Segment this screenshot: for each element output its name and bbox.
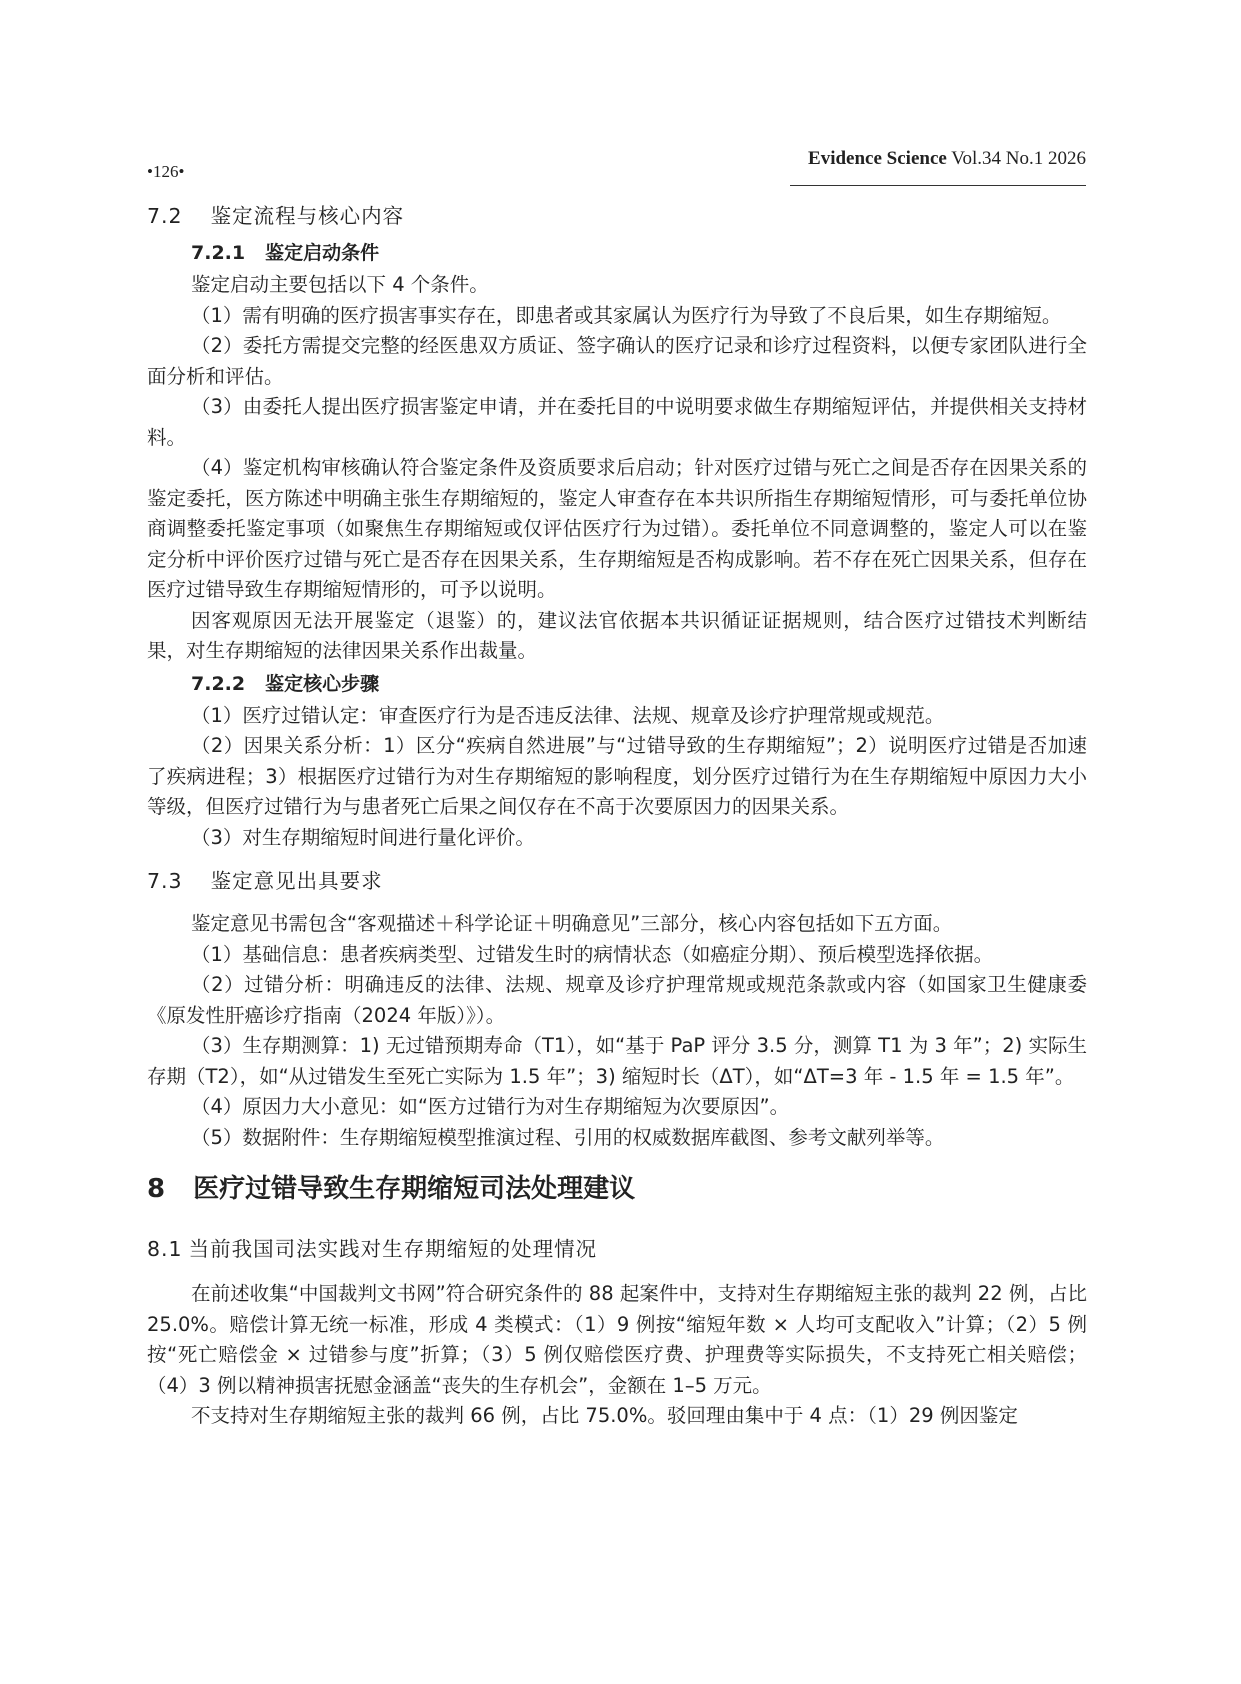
paragraph: （1）医疗过错认定：审查医疗行为是否违反法律、法规、规章及诊疗护理常规或规范。 — [191, 703, 945, 727]
paragraph: （2）过错分析：明确违反的法律、法规、规章及诊疗护理常规或规范条款或内容（如国家卫生健康委《原发性肝癌诊疗指南（2024 年版）》）。 — [147, 973, 1087, 1027]
paragraph: （3）对生存期缩短时间进行量化评价。 — [191, 825, 535, 849]
journal-issue: Vol.34 No.1 2026 — [946, 148, 1086, 169]
running-header — [790, 148, 1086, 186]
subsection-heading-7-2-2: 7.2.2 鉴定核心步骤 — [191, 672, 380, 695]
section-heading-8-1: 8.1 当前我国司法实践对生存期缩短的处理情况 — [147, 1237, 598, 1261]
page-number: •126• — [147, 162, 185, 181]
article-body — [147, 196, 1087, 1432]
paragraph: （4）原因力大小意见：如“医方过错行为对生存期缩短为次要原因”。 — [191, 1095, 790, 1118]
paragraph: （4）鉴定机构审核确认符合鉴定条件及资质要求后启动；针对医疗过错与死亡之间是否存在因果关系的鉴定委托，医方陈述中明确主张生存期缩短的，鉴定人审查存在本共识所指生存期缩短情形，可与委托单位协商调整委托鉴定事项（如聚焦生存期缩短或仅评估医疗行为过错）。委托单位不同意调整的，鉴定人可以在鉴定分析中评价医疗过错与死亡是否存在因果关系，生存期缩短是否构成影响。若不存在死亡因果关系，但存在医疗过错导致生存期缩短情形的，可予以说明。 — [147, 456, 1087, 601]
paragraph: （5）数据附件：生存期缩短模型推演过程、引用的权威数据库截图、参考文献列举等。 — [191, 1125, 945, 1149]
paragraph: 鉴定启动主要包括以下 4 个条件。 — [191, 273, 489, 296]
section-heading-8: 8 医疗过错导致生存期缩短司法处理建议 — [147, 1174, 636, 1204]
journal-name: Evidence Science — [808, 148, 947, 169]
paragraph: 在前述收集“中国裁判文书网”符合研究条件的 88 起案件中，支持对生存期缩短主张的裁判 22 例，占比 25.0%。赔偿计算无统一标准，形成 4 类模式：（1）9 例按“缩短年数 × 人均可支配收入”计算；（2）5 例按“死亡赔偿金 × 过错参与度”折算；（3）5 例仅赔偿医疗费、护理费等实际损失，不支持死亡相关赔偿；（4）3 例以精神损害抚慰金涵盖“丧失的生存机会”，金额在 1–5 万元。 — [147, 1282, 1087, 1397]
paragraph: （3）生存期测算：1) 无过错预期寿命（T1），如“基于 PaP 评分 3.5 分，测算 T1 为 3 年”；2) 实际生存期（T2），如“从过错发生至死亡实际为 1.5 年”；3) 缩短时长（ΔT），如“ΔT=3 年 - 1.5 年 = 1.5 年”。 — [147, 1034, 1087, 1088]
section-heading-7-3: 7.3 鉴定意见出具要求 — [147, 869, 383, 893]
paragraph: （3）由委托人提出医疗损害鉴定申请，并在委托目的中说明要求做生存期缩短评估，并提供相关支持材料。 — [147, 395, 1087, 449]
paragraph: （1）需有明确的医疗损害事实存在，即患者或其家属认为医疗行为导致了不良后果，如生存期缩短。 — [191, 303, 1062, 327]
paragraph: （1）基础信息：患者疾病类型、过错发生时的病情状态（如癌症分期）、预后模型选择依据。 — [191, 942, 994, 966]
paragraph: （2）因果关系分析：1）区分“疾病自然进展”与“过错导致的生存期缩短”；2）说明医疗过错是否加速了疾病进程；3）根据医疗过错行为对生存期缩短的影响程度，划分医疗过错行为在生存期缩短中原因力大小等级，但医疗过错行为与患者死亡后果之间仅存在不高于次要原因力的因果关系。 — [147, 734, 1087, 818]
section-heading-7-2: 7.2 鉴定流程与核心内容 — [147, 204, 405, 228]
paragraph: 因客观原因无法开展鉴定（退鉴）的，建议法官依据本共识循证证据规则，结合医疗过错技术判断结果，对生存期缩短的法律因果关系作出裁量。 — [147, 608, 1087, 662]
paragraph: （2）委托方需提交完整的经医患双方质证、签字确认的医疗记录和诊疗过程资料，以便专家团队进行全面分析和评估。 — [147, 334, 1087, 388]
paragraph: 不支持对生存期缩短主张的裁判 66 例，占比 75.0%。驳回理由集中于 4 点：（1）29 例因鉴定 — [191, 1404, 1018, 1427]
subsection-heading-7-2-1: 7.2.1 鉴定启动条件 — [191, 242, 380, 264]
paragraph: 鉴定意见书需包含“客观描述＋科学论证＋明确意见”三部分，核心内容包括如下五方面。 — [191, 912, 953, 935]
